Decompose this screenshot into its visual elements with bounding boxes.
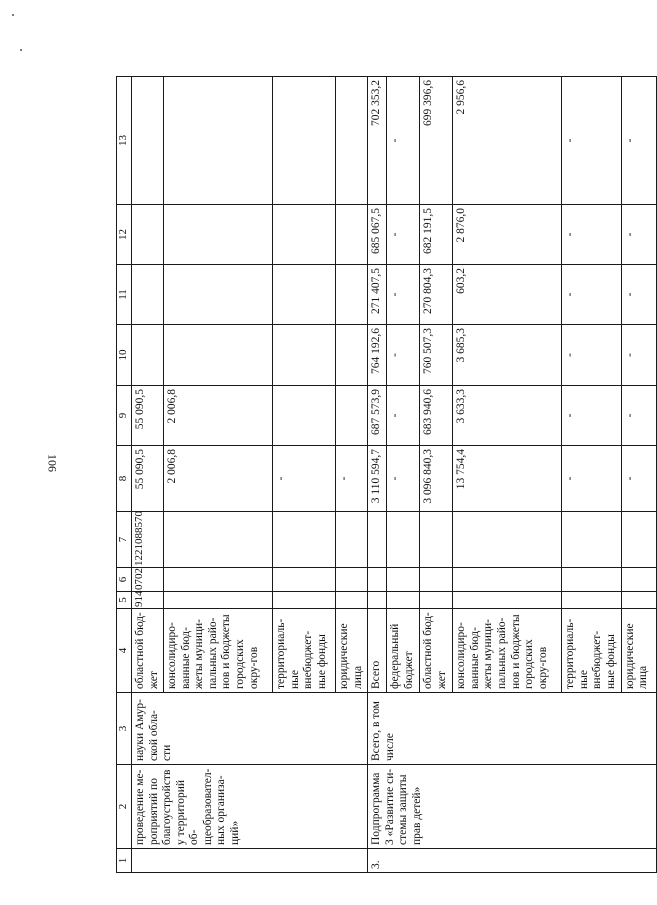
grbs-cell: [368, 592, 387, 609]
value-cell: 2 006,8: [164, 386, 273, 446]
executor-cell: Всего, в том числе: [368, 693, 656, 765]
rz-cell: [387, 568, 420, 592]
value-cell: [273, 77, 336, 205]
value-cell: 3 096 840,3: [420, 446, 453, 512]
header-cell: 9: [117, 386, 132, 446]
value-cell: 2 876,0: [453, 205, 562, 265]
value-cell: [132, 325, 164, 386]
csr-cell: [387, 512, 420, 568]
rz-cell: [273, 568, 336, 592]
value-cell: [273, 386, 336, 446]
grbs-cell: [387, 592, 420, 609]
source-cell: областной бюд-жет: [132, 609, 164, 693]
value-cell: -: [336, 446, 368, 512]
value-cell: [164, 77, 273, 205]
subprogram-name-cell: Подпрограмма 3 «Развитие си-стемы защиты прав детей»: [368, 765, 656, 849]
grbs-cell: 914: [132, 592, 164, 609]
csr-cell: [336, 512, 368, 568]
measure-name-cell: проведение ме-роприятий по благоустройству территорий об-щеобразовател-ных организа-ций»: [132, 765, 368, 849]
value-cell: 760 507,3: [420, 325, 453, 386]
source-cell: территориаль-ные внебюджет-ные фонды: [562, 609, 621, 693]
header-cell: 1: [117, 849, 132, 873]
csr-cell: [273, 512, 336, 568]
value-cell: 270 804,3: [420, 265, 453, 325]
value-cell: [164, 265, 273, 325]
value-cell: [132, 205, 164, 265]
value-cell: 687 573,9: [368, 386, 387, 446]
csr-cell: [621, 512, 656, 568]
rz-cell: [562, 568, 621, 592]
header-cell: 4: [117, 609, 132, 693]
value-cell: -: [562, 205, 621, 265]
header-cell: 11: [117, 265, 132, 325]
value-cell: 2 956,6: [453, 77, 562, 205]
value-cell: -: [387, 265, 420, 325]
value-cell: [336, 325, 368, 386]
value-cell: [336, 265, 368, 325]
value-cell: -: [387, 386, 420, 446]
value-cell: 699 396,6: [420, 77, 453, 205]
value-cell: 764 192,6: [368, 325, 387, 386]
value-cell: [164, 205, 273, 265]
value-cell: 683 940,6: [420, 386, 453, 446]
value-cell: -: [621, 446, 656, 512]
table-row: [132, 77, 164, 873]
value-cell: -: [273, 446, 336, 512]
executor-cell: науки Амур-ской обла-сти: [132, 693, 368, 765]
value-cell: [164, 325, 273, 386]
scan-speck: [12, 14, 14, 16]
value-cell: -: [387, 446, 420, 512]
value-cell: 603,2: [453, 265, 562, 325]
value-cell: -: [387, 205, 420, 265]
rotated-table-container: [116, 77, 650, 873]
rz-cell: [368, 568, 387, 592]
rz-cell: 0702: [132, 568, 164, 592]
page-number: 106: [45, 454, 60, 472]
header-cell: 13: [117, 77, 132, 205]
value-cell: -: [562, 446, 621, 512]
csr-cell: 1221088570: [132, 512, 164, 568]
rz-cell: [420, 568, 453, 592]
value-cell: 55 090,5: [132, 446, 164, 512]
value-cell: -: [621, 325, 656, 386]
rz-cell: [621, 568, 656, 592]
value-cell: -: [562, 325, 621, 386]
header-cell: 10: [117, 325, 132, 386]
header-row: [117, 77, 132, 873]
rz-cell: [336, 568, 368, 592]
header-cell: 5: [117, 592, 132, 609]
csr-cell: [164, 512, 273, 568]
table-row: [368, 77, 387, 873]
source-cell: юридические лица: [621, 609, 656, 693]
csr-cell: [562, 512, 621, 568]
rz-cell: [164, 568, 273, 592]
value-cell: -: [621, 205, 656, 265]
value-cell: [273, 265, 336, 325]
header-cell: 8: [117, 446, 132, 512]
value-cell: 685 067,5: [368, 205, 387, 265]
value-cell: [132, 265, 164, 325]
value-cell: 682 191,5: [420, 205, 453, 265]
value-cell: -: [562, 265, 621, 325]
value-cell: -: [621, 265, 656, 325]
source-cell: консолидиро-ванные бюд-жеты муници-пальных райо-нов и бюджеты городских окру-гов: [453, 609, 562, 693]
source-cell: Всего: [368, 609, 387, 693]
value-cell: [336, 77, 368, 205]
source-cell: федеральный бюджет: [387, 609, 420, 693]
grbs-cell: [273, 592, 336, 609]
header-cell: 6: [117, 568, 132, 592]
value-cell: -: [621, 77, 656, 205]
row-number-cell: [132, 849, 368, 873]
value-cell: 2 006,8: [164, 446, 273, 512]
value-cell: 271 407,5: [368, 265, 387, 325]
header-cell: 12: [117, 205, 132, 265]
grbs-cell: [336, 592, 368, 609]
value-cell: 3 633,3: [453, 386, 562, 446]
grbs-cell: [621, 592, 656, 609]
value-cell: 13 754,4: [453, 446, 562, 512]
grbs-cell: [420, 592, 453, 609]
value-cell: 702 353,2: [368, 77, 387, 205]
value-cell: [336, 386, 368, 446]
source-cell: областной бюд-жет: [420, 609, 453, 693]
csr-cell: [453, 512, 562, 568]
source-cell: юридические лица: [336, 609, 368, 693]
header-cell: 7: [117, 512, 132, 568]
value-cell: 55 090,5: [132, 386, 164, 446]
scan-speck: [20, 49, 22, 51]
source-cell: территориаль-ные внебюджет-ные фонды: [273, 609, 336, 693]
source-cell: консолидиро-ванные бюд-жеты муници-пальных райо-нов и бюджеты городских окру-гов: [164, 609, 273, 693]
value-cell: -: [562, 386, 621, 446]
row-number-cell: 3.: [368, 849, 656, 873]
rz-cell: [453, 568, 562, 592]
grbs-cell: [453, 592, 562, 609]
value-cell: -: [387, 77, 420, 205]
value-cell: [132, 77, 164, 205]
csr-cell: [368, 512, 387, 568]
value-cell: -: [562, 77, 621, 205]
value-cell: 3 110 594,7: [368, 446, 387, 512]
header-cell: 3: [117, 693, 132, 765]
value-cell: [273, 325, 336, 386]
value-cell: -: [387, 325, 420, 386]
value-cell: -: [621, 386, 656, 446]
grbs-cell: [562, 592, 621, 609]
budget-table: [116, 76, 657, 873]
value-cell: 3 685,3: [453, 325, 562, 386]
grbs-cell: [164, 592, 273, 609]
value-cell: [336, 205, 368, 265]
csr-cell: [420, 512, 453, 568]
value-cell: [273, 205, 336, 265]
header-cell: 2: [117, 765, 132, 849]
